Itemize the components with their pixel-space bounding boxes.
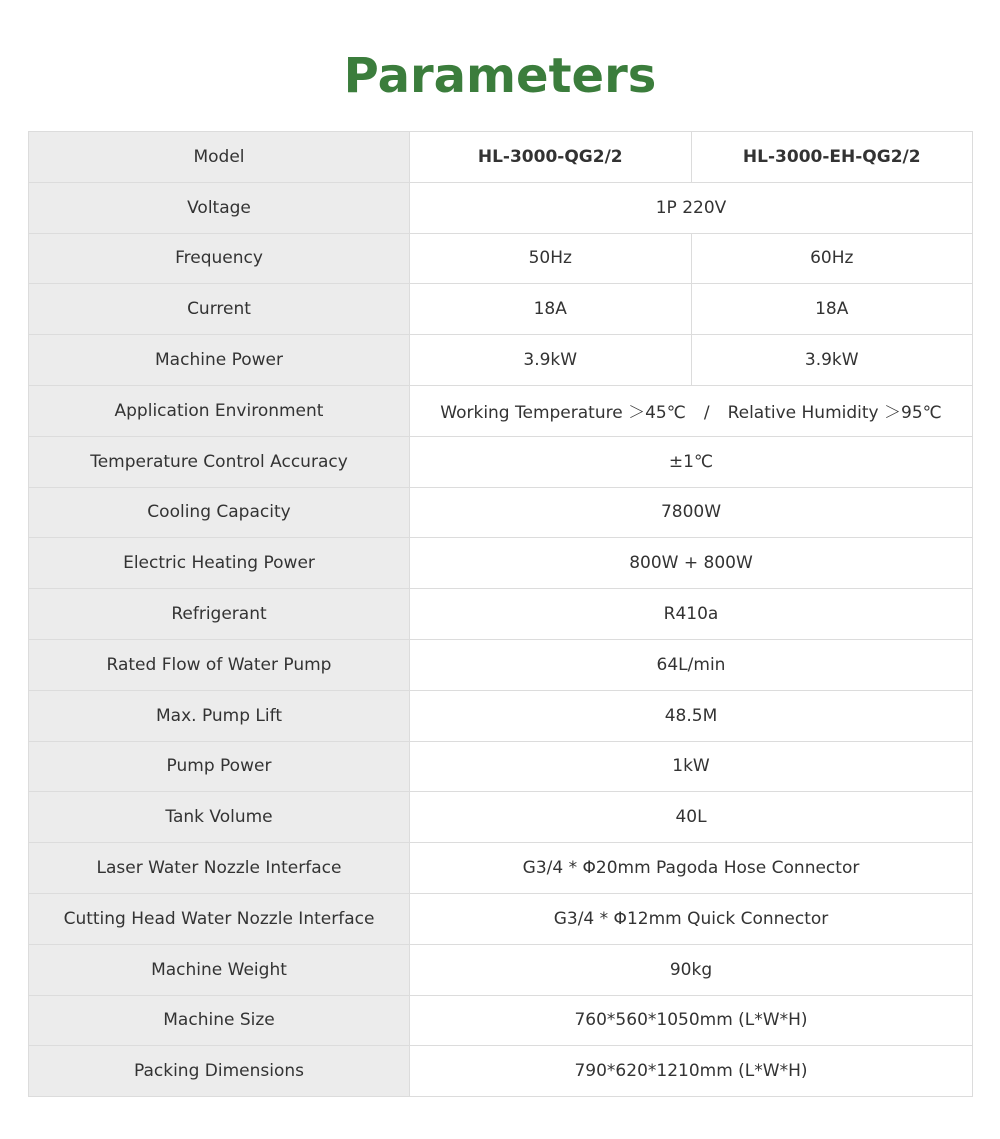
row-value: 40L xyxy=(410,792,973,843)
row-value: 760*560*1050mm (L*W*H) xyxy=(410,995,973,1046)
table-row xyxy=(29,182,973,233)
table-row xyxy=(29,1046,973,1097)
row-label: Refrigerant xyxy=(29,589,410,640)
model-name: HL-3000-EH-QG2/2 xyxy=(691,132,973,183)
table-row xyxy=(29,944,973,995)
table-row xyxy=(29,284,973,335)
row-label: Machine Weight xyxy=(29,944,410,995)
row-value: ±1℃ xyxy=(410,436,973,487)
row-label: Tank Volume xyxy=(29,792,410,843)
row-value: 1kW xyxy=(410,741,973,792)
row-label: Machine Power xyxy=(29,335,410,386)
row-label: Cutting Head Water Nozzle Interface xyxy=(29,893,410,944)
row-label: Frequency xyxy=(29,233,410,284)
table-row xyxy=(29,639,973,690)
env-separator: / xyxy=(703,403,710,424)
table-row xyxy=(29,589,973,640)
row-value: 3.9kW xyxy=(410,335,692,386)
row-value: 7800W xyxy=(410,487,973,538)
row-label: Machine Size xyxy=(29,995,410,1046)
row-value: 90kg xyxy=(410,944,973,995)
table-row xyxy=(29,335,973,386)
row-label: Laser Water Nozzle Interface xyxy=(29,843,410,894)
table-row xyxy=(29,538,973,589)
table-row xyxy=(29,436,973,487)
table-row xyxy=(29,132,973,183)
row-label: Application Environment xyxy=(29,385,410,436)
row-label: Pump Power xyxy=(29,741,410,792)
row-value: 1P 220V xyxy=(410,182,973,233)
row-value xyxy=(410,385,973,436)
table-row xyxy=(29,385,973,436)
row-value: G3/4 * Φ12mm Quick Connector xyxy=(410,893,973,944)
model-name: HL-3000-QG2/2 xyxy=(410,132,692,183)
row-label: Model xyxy=(29,132,410,183)
row-label: Packing Dimensions xyxy=(29,1046,410,1097)
row-label: Electric Heating Power xyxy=(29,538,410,589)
table-row xyxy=(29,741,973,792)
row-value: 48.5M xyxy=(410,690,973,741)
env-temperature: Working Temperature ＞45℃ xyxy=(440,403,686,424)
page-title: Parameters xyxy=(343,48,657,104)
row-label: Max. Pump Lift xyxy=(29,690,410,741)
row-label: Voltage xyxy=(29,182,410,233)
row-value: G3/4 * Φ20mm Pagoda Hose Connector xyxy=(410,843,973,894)
row-value: 60Hz xyxy=(691,233,973,284)
parameters-table xyxy=(28,131,973,1097)
row-value: 800W + 800W xyxy=(410,538,973,589)
row-label: Current xyxy=(29,284,410,335)
row-label: Rated Flow of Water Pump xyxy=(29,639,410,690)
row-value: 64L/min xyxy=(410,639,973,690)
row-value: 790*620*1210mm (L*W*H) xyxy=(410,1046,973,1097)
env-humidity: Relative Humidity ＞95℃ xyxy=(727,403,942,424)
table-row xyxy=(29,792,973,843)
row-value: R410a xyxy=(410,589,973,640)
table-row xyxy=(29,893,973,944)
table-row xyxy=(29,690,973,741)
table-row xyxy=(29,487,973,538)
table-row xyxy=(29,995,973,1046)
table-row xyxy=(29,843,973,894)
row-label: Cooling Capacity xyxy=(29,487,410,538)
table-row xyxy=(29,233,973,284)
row-value: 50Hz xyxy=(410,233,692,284)
row-label: Temperature Control Accuracy xyxy=(29,436,410,487)
row-value: 18A xyxy=(410,284,692,335)
row-value: 18A xyxy=(691,284,973,335)
row-value: 3.9kW xyxy=(691,335,973,386)
